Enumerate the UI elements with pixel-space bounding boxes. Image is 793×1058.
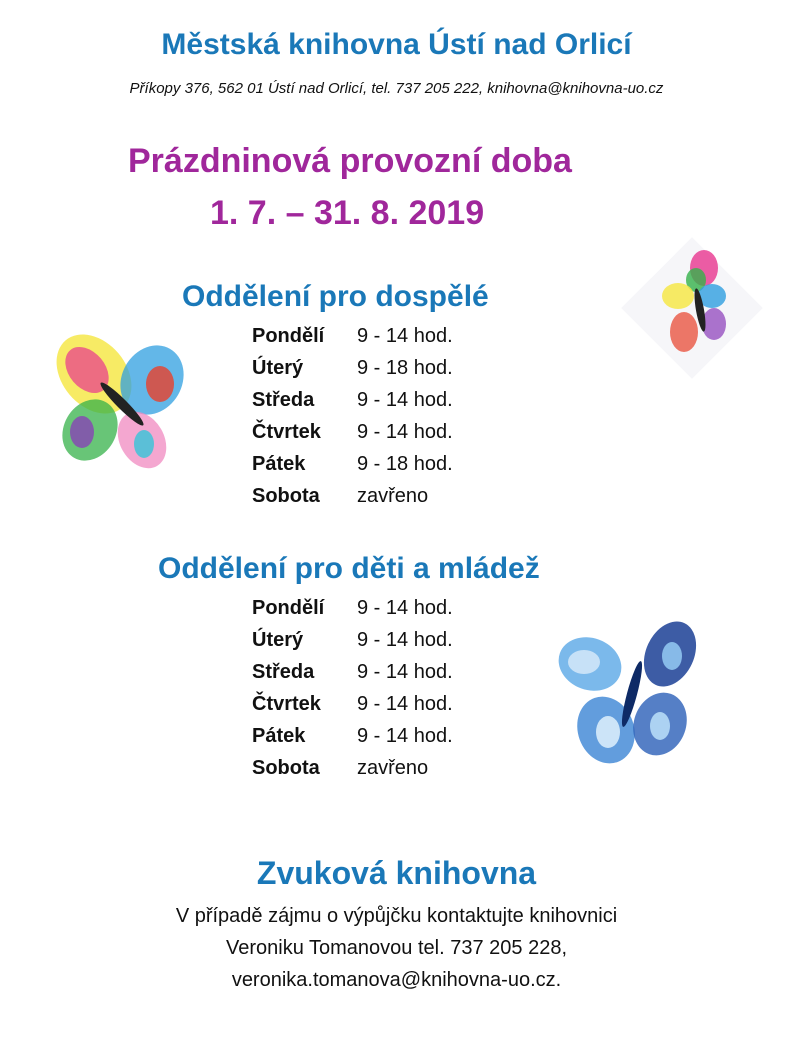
holiday-dates: 1. 7. – 31. 8. 2019 [210,194,485,232]
day-label: Čtvrtek [252,421,321,443]
time-value: 9 - 18 hod. [357,357,453,379]
time-value: 9 - 14 hod. [357,325,453,347]
time-value: zavřeno [357,757,429,779]
day-label: Čtvrtek [252,693,321,715]
time-value: 9 - 14 hod. [357,693,453,715]
day-label: Středa [252,661,315,683]
page-title: Městská knihovna Ústí nad Orlicí [161,28,632,61]
butterfly-colorful-icon [42,322,197,477]
children-section-title: Oddělení pro děti a mládež [158,552,540,585]
audio-text-line: veronika.tomanova@knihovna-uo.cz. [231,969,562,991]
time-value: 9 - 14 hod. [357,421,453,443]
time-value: zavřeno [357,485,429,507]
day-label: Středa [252,389,315,411]
day-label: Úterý [252,629,304,651]
day-label: Sobota [252,757,320,779]
audio-text-line: V případě zájmu o výpůjčku kontaktujte knihovnici [175,905,618,927]
day-label: Pondělí [252,597,325,619]
audio-text-line: Veroniku Tomanovou tel. 737 205 228, [226,937,567,959]
time-value: 9 - 14 hod. [357,725,453,747]
day-label: Úterý [252,357,304,379]
time-value: 9 - 18 hod. [357,453,453,475]
butterfly-blue-icon [548,612,708,772]
adults-section-title: Oddělení pro dospělé [182,280,489,313]
time-value: 9 - 14 hod. [357,597,453,619]
day-label: Sobota [252,485,320,507]
audio-library-title: Zvuková knihovna [256,855,537,891]
day-label: Pondělí [252,325,325,347]
time-value: 9 - 14 hod. [357,629,453,651]
butterfly-small-icon [612,228,772,388]
time-value: 9 - 14 hod. [357,389,453,411]
day-label: Pátek [252,725,306,747]
audio-library-text [0,900,793,996]
library-address: Příkopy 376, 562 01 Ústí nad Orlicí, tel. 737 205 222, knihovna@knihovna-uo.cz [129,80,664,97]
day-label: Pátek [252,453,306,475]
holiday-title: Prázdninová provozní doba [128,142,572,180]
time-value: 9 - 14 hod. [357,661,453,683]
